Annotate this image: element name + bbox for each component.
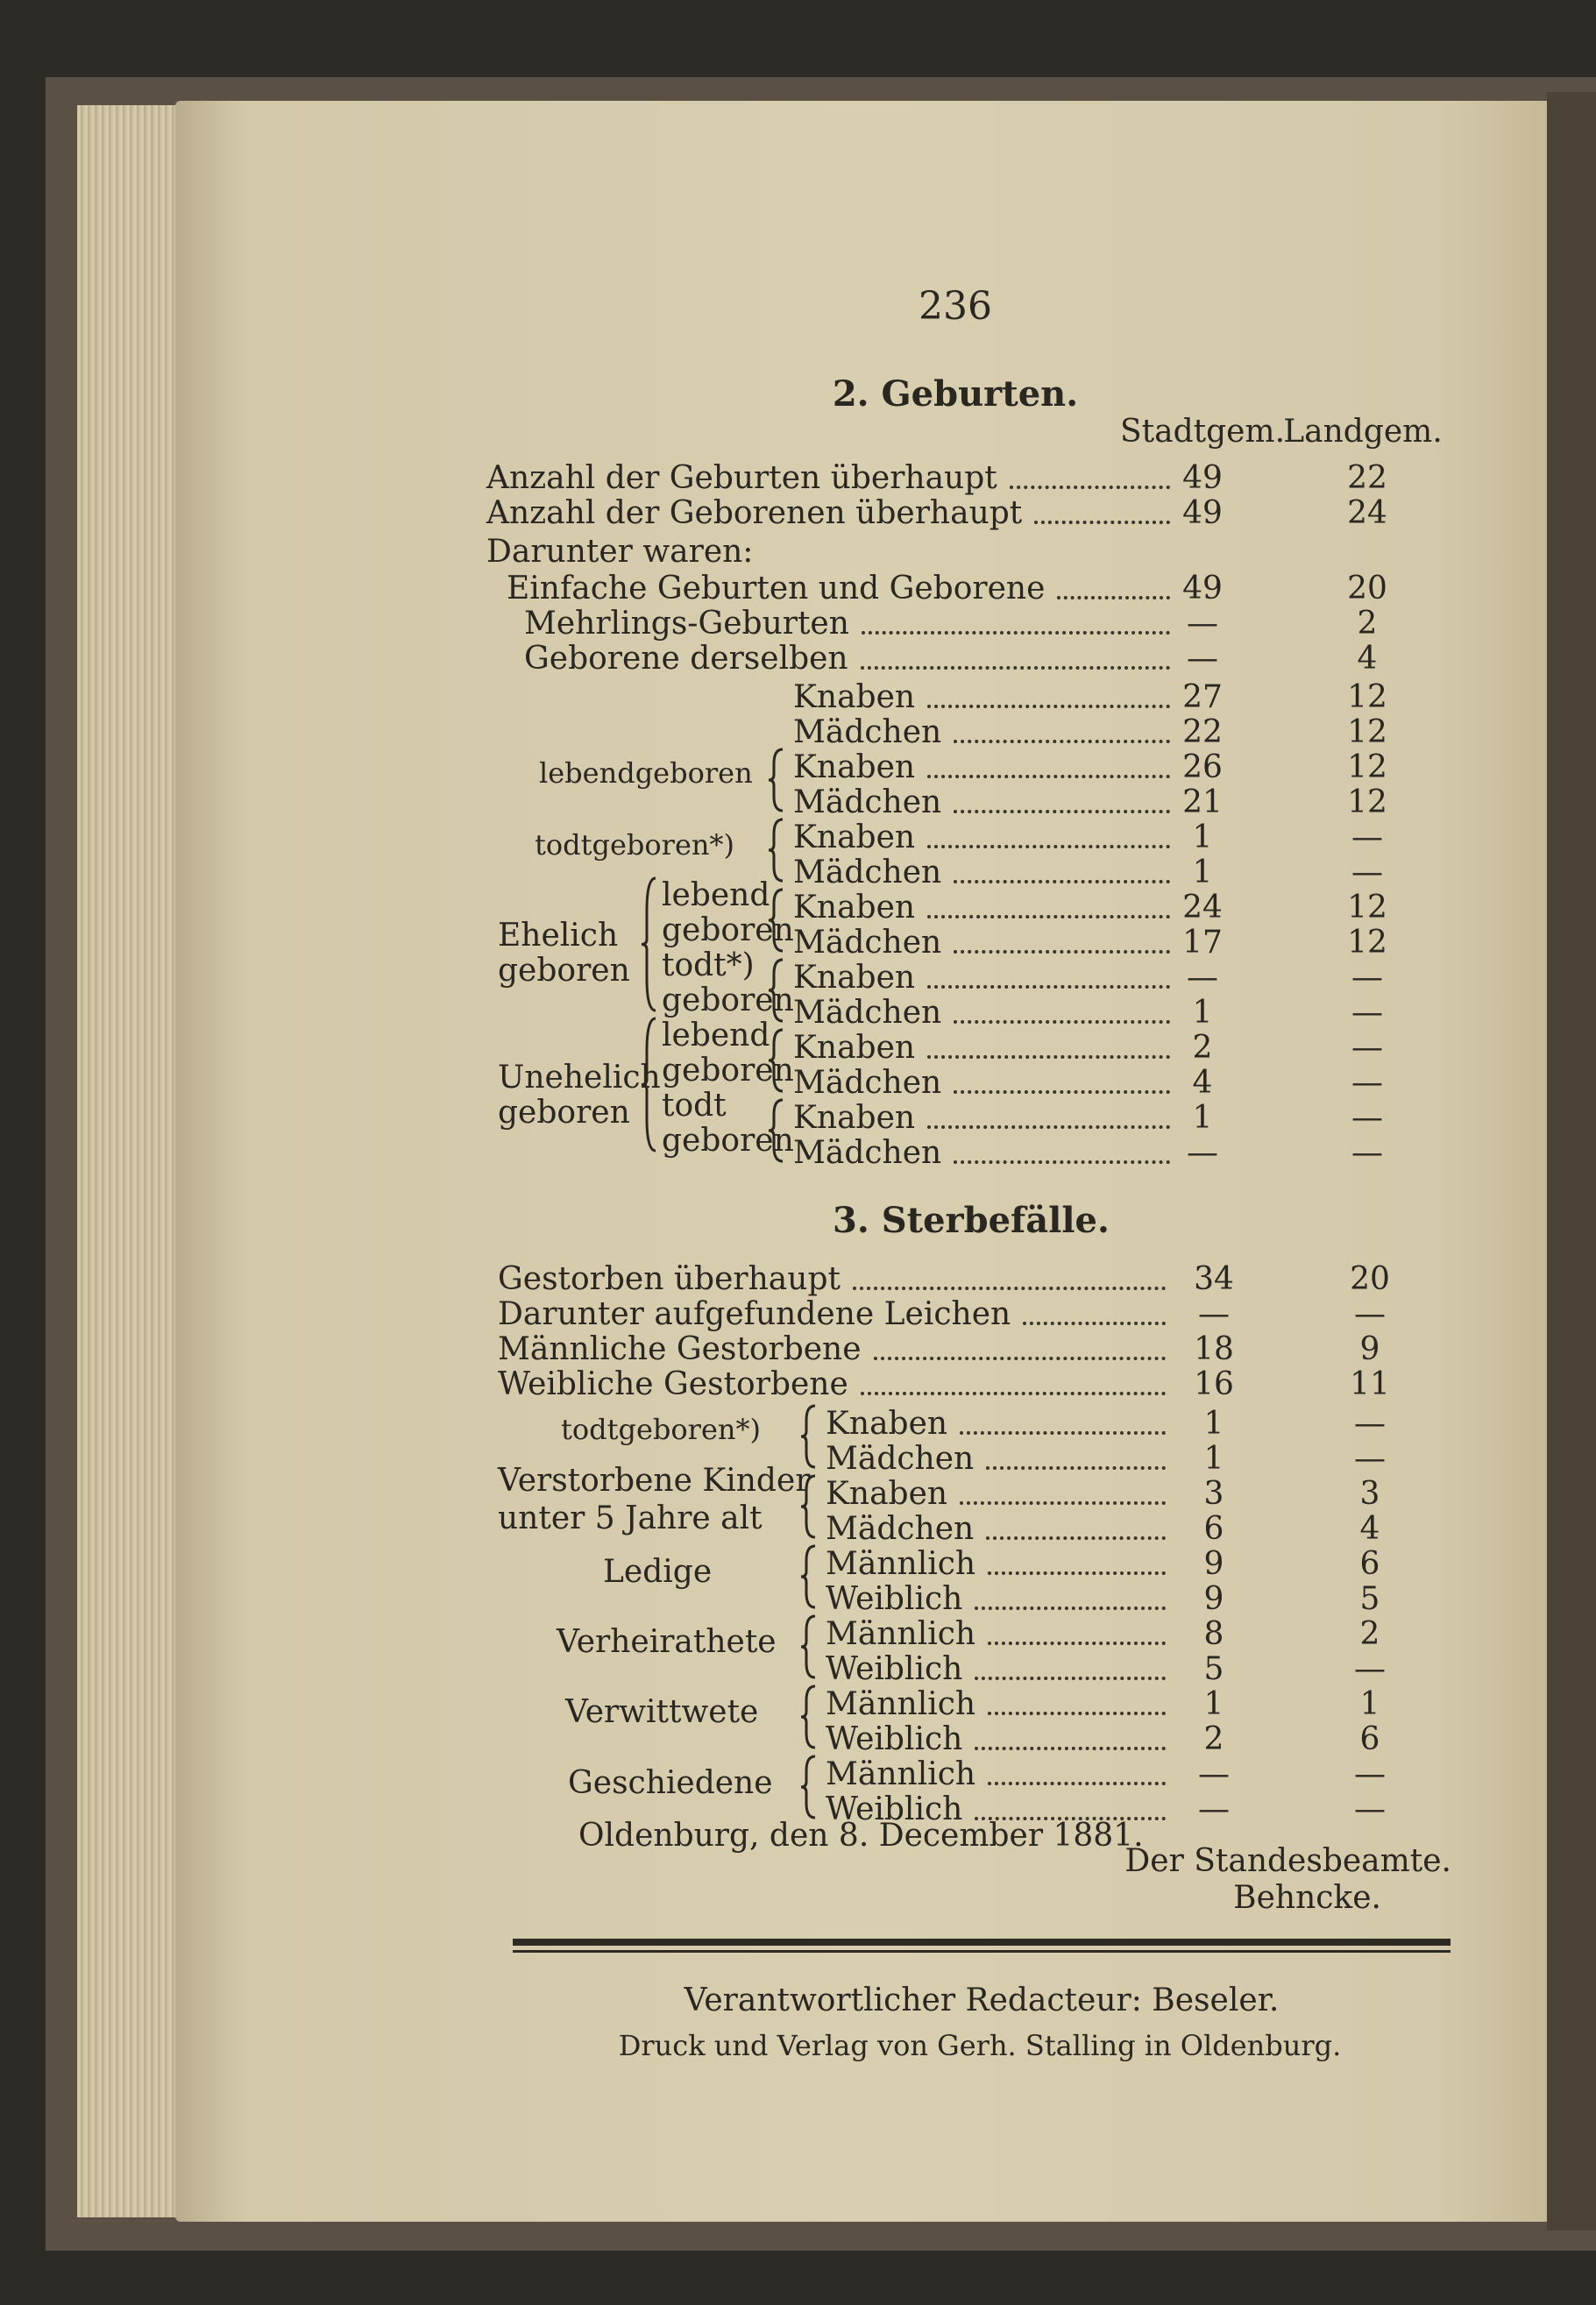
brace [640, 1017, 659, 1152]
row-label: Mädchen [793, 1135, 942, 1171]
brace [767, 888, 786, 953]
row-label: Weiblich [826, 1581, 963, 1617]
leader-dots [975, 1606, 1166, 1610]
leader-dots [975, 1817, 1166, 1820]
row-label: Weiblich [826, 1791, 963, 1827]
leader-dots [853, 1287, 1166, 1290]
leader-dots [954, 1020, 1170, 1024]
row-label: Knaben [793, 1030, 916, 1066]
label-todt-star: todt*) [662, 947, 755, 983]
label-ledige: Ledige [603, 1554, 713, 1590]
label-geboren: geboren [662, 1123, 794, 1159]
label-todtgeboren: todtgeboren*) [535, 828, 734, 862]
row-label: Weiblich [826, 1651, 963, 1687]
leader-dots [1057, 596, 1170, 599]
row-label: Knaben [793, 890, 916, 926]
label-todt: todt [662, 1088, 727, 1124]
leader-dots [988, 1571, 1166, 1575]
row-label: Mädchen [793, 784, 942, 820]
leader-dots [1010, 486, 1170, 489]
leader-dots [927, 845, 1170, 848]
label-geboren: geboren [662, 1053, 794, 1089]
leader-dots [954, 740, 1170, 743]
label-lebend: lebend [662, 877, 770, 913]
row-label: Knaben [793, 1100, 916, 1136]
leader-dots [988, 1782, 1166, 1785]
label-unehelich-geboren: geboren [498, 1095, 630, 1131]
leader-dots [975, 1677, 1166, 1680]
row-label: Mädchen [793, 1065, 942, 1101]
leader-dots [960, 1501, 1166, 1505]
leader-dots [988, 1642, 1166, 1645]
label-ehelich: Ehelich [498, 918, 619, 954]
leader-dots [874, 1357, 1166, 1360]
brace [799, 1755, 819, 1819]
leader-dots [988, 1712, 1166, 1715]
label-ehelich-geboren: geboren [498, 953, 630, 989]
leader-dots [927, 705, 1170, 708]
row-label: Anzahl der Geburten überhaupt [486, 460, 997, 496]
row-label: Mädchen [826, 1441, 975, 1477]
label-unehelich: Unehelich [498, 1060, 661, 1096]
brace [799, 1404, 819, 1469]
row-label: Männlich [826, 1756, 976, 1792]
label-verstorbene-kinder: Verstorbene Kinder [498, 1463, 811, 1499]
brace [767, 1028, 786, 1093]
book-gutter [1547, 92, 1596, 2231]
row-label: Geborene derselben [524, 641, 848, 677]
label-geboren: geboren [662, 912, 794, 948]
label-verwittwete: Verwittwete [565, 1694, 759, 1730]
leader-dots [927, 775, 1170, 778]
brace [799, 1614, 819, 1679]
brace [767, 818, 786, 883]
row-label: Mädchen [793, 995, 942, 1031]
row-label: Weibliche Gestorbene [498, 1366, 848, 1402]
row-label: Männlich [826, 1546, 976, 1582]
brace [767, 748, 786, 812]
leader-dots [861, 1392, 1166, 1395]
label-unter-5-jahre: unter 5 Jahre alt [498, 1500, 763, 1536]
leader-dots [1034, 521, 1170, 524]
label-verheirathete: Verheirathete [557, 1624, 777, 1660]
row-label: Männlich [826, 1686, 976, 1722]
leader-dots [927, 915, 1170, 918]
row-label: Mädchen [793, 855, 942, 890]
leader-dots [927, 1055, 1170, 1059]
row-label: Männlich [826, 1616, 976, 1652]
leader-dots [954, 950, 1170, 954]
leader-dots [986, 1536, 1166, 1540]
row-label: Mädchen [793, 714, 942, 750]
signature-name: Behncke. [1233, 1880, 1381, 1916]
brace [799, 1544, 819, 1609]
brace [799, 1684, 819, 1749]
row-label: Knaben [793, 960, 916, 996]
leader-dots [960, 1431, 1166, 1435]
leader-dots [954, 1090, 1170, 1094]
label-todtgeboren-deaths: todtgeboren*) [561, 1413, 761, 1446]
row-label: Einfache Geburten und Geborene [507, 571, 1046, 606]
signature-title: Der Standesbeamte. [1124, 1843, 1451, 1879]
label-lebend: lebend [662, 1018, 770, 1053]
label-geschiedene: Geschiedene [568, 1765, 773, 1801]
row-label: Mädchen [826, 1511, 975, 1547]
leader-dots [954, 810, 1170, 813]
leader-dots [927, 1125, 1170, 1129]
row-label: Anzahl der Geborenen überhaupt [486, 495, 1023, 531]
row-label: Knaben [826, 1476, 948, 1512]
label-lebendgeboren: lebendgeboren [539, 756, 753, 790]
brace [767, 958, 786, 1023]
rule-thick [513, 1939, 1451, 1946]
row-label: Darunter aufgefundene Leichen [498, 1296, 1011, 1332]
leader-dots [1023, 1322, 1166, 1325]
row-label: Knaben [793, 749, 916, 785]
row-label: Knaben [826, 1406, 948, 1442]
rule-thin [513, 1950, 1451, 1953]
row-label: Darunter waren: [486, 534, 754, 570]
label-geboren: geboren [662, 982, 794, 1018]
row-label: Knaben [793, 679, 916, 715]
leader-dots [986, 1466, 1166, 1470]
brace [799, 1474, 819, 1539]
leader-dots [954, 1160, 1170, 1164]
row-label: Mehrlings-Geburten [524, 606, 849, 642]
brace [640, 876, 659, 1012]
leader-dots [975, 1747, 1166, 1750]
row-label: Mädchen [793, 925, 942, 961]
dateline: Oldenburg, den 8. December 1881. [578, 1818, 1144, 1854]
brace [767, 1098, 786, 1163]
row-label: Männliche Gestorbene [498, 1331, 862, 1367]
leader-dots [954, 880, 1170, 883]
row-label: Weiblich [826, 1721, 963, 1757]
row-label: Knaben [793, 819, 916, 855]
row-label: Gestorben überhaupt [498, 1261, 841, 1297]
leader-dots [862, 631, 1170, 635]
leader-dots [927, 985, 1170, 989]
leader-dots [861, 666, 1170, 670]
